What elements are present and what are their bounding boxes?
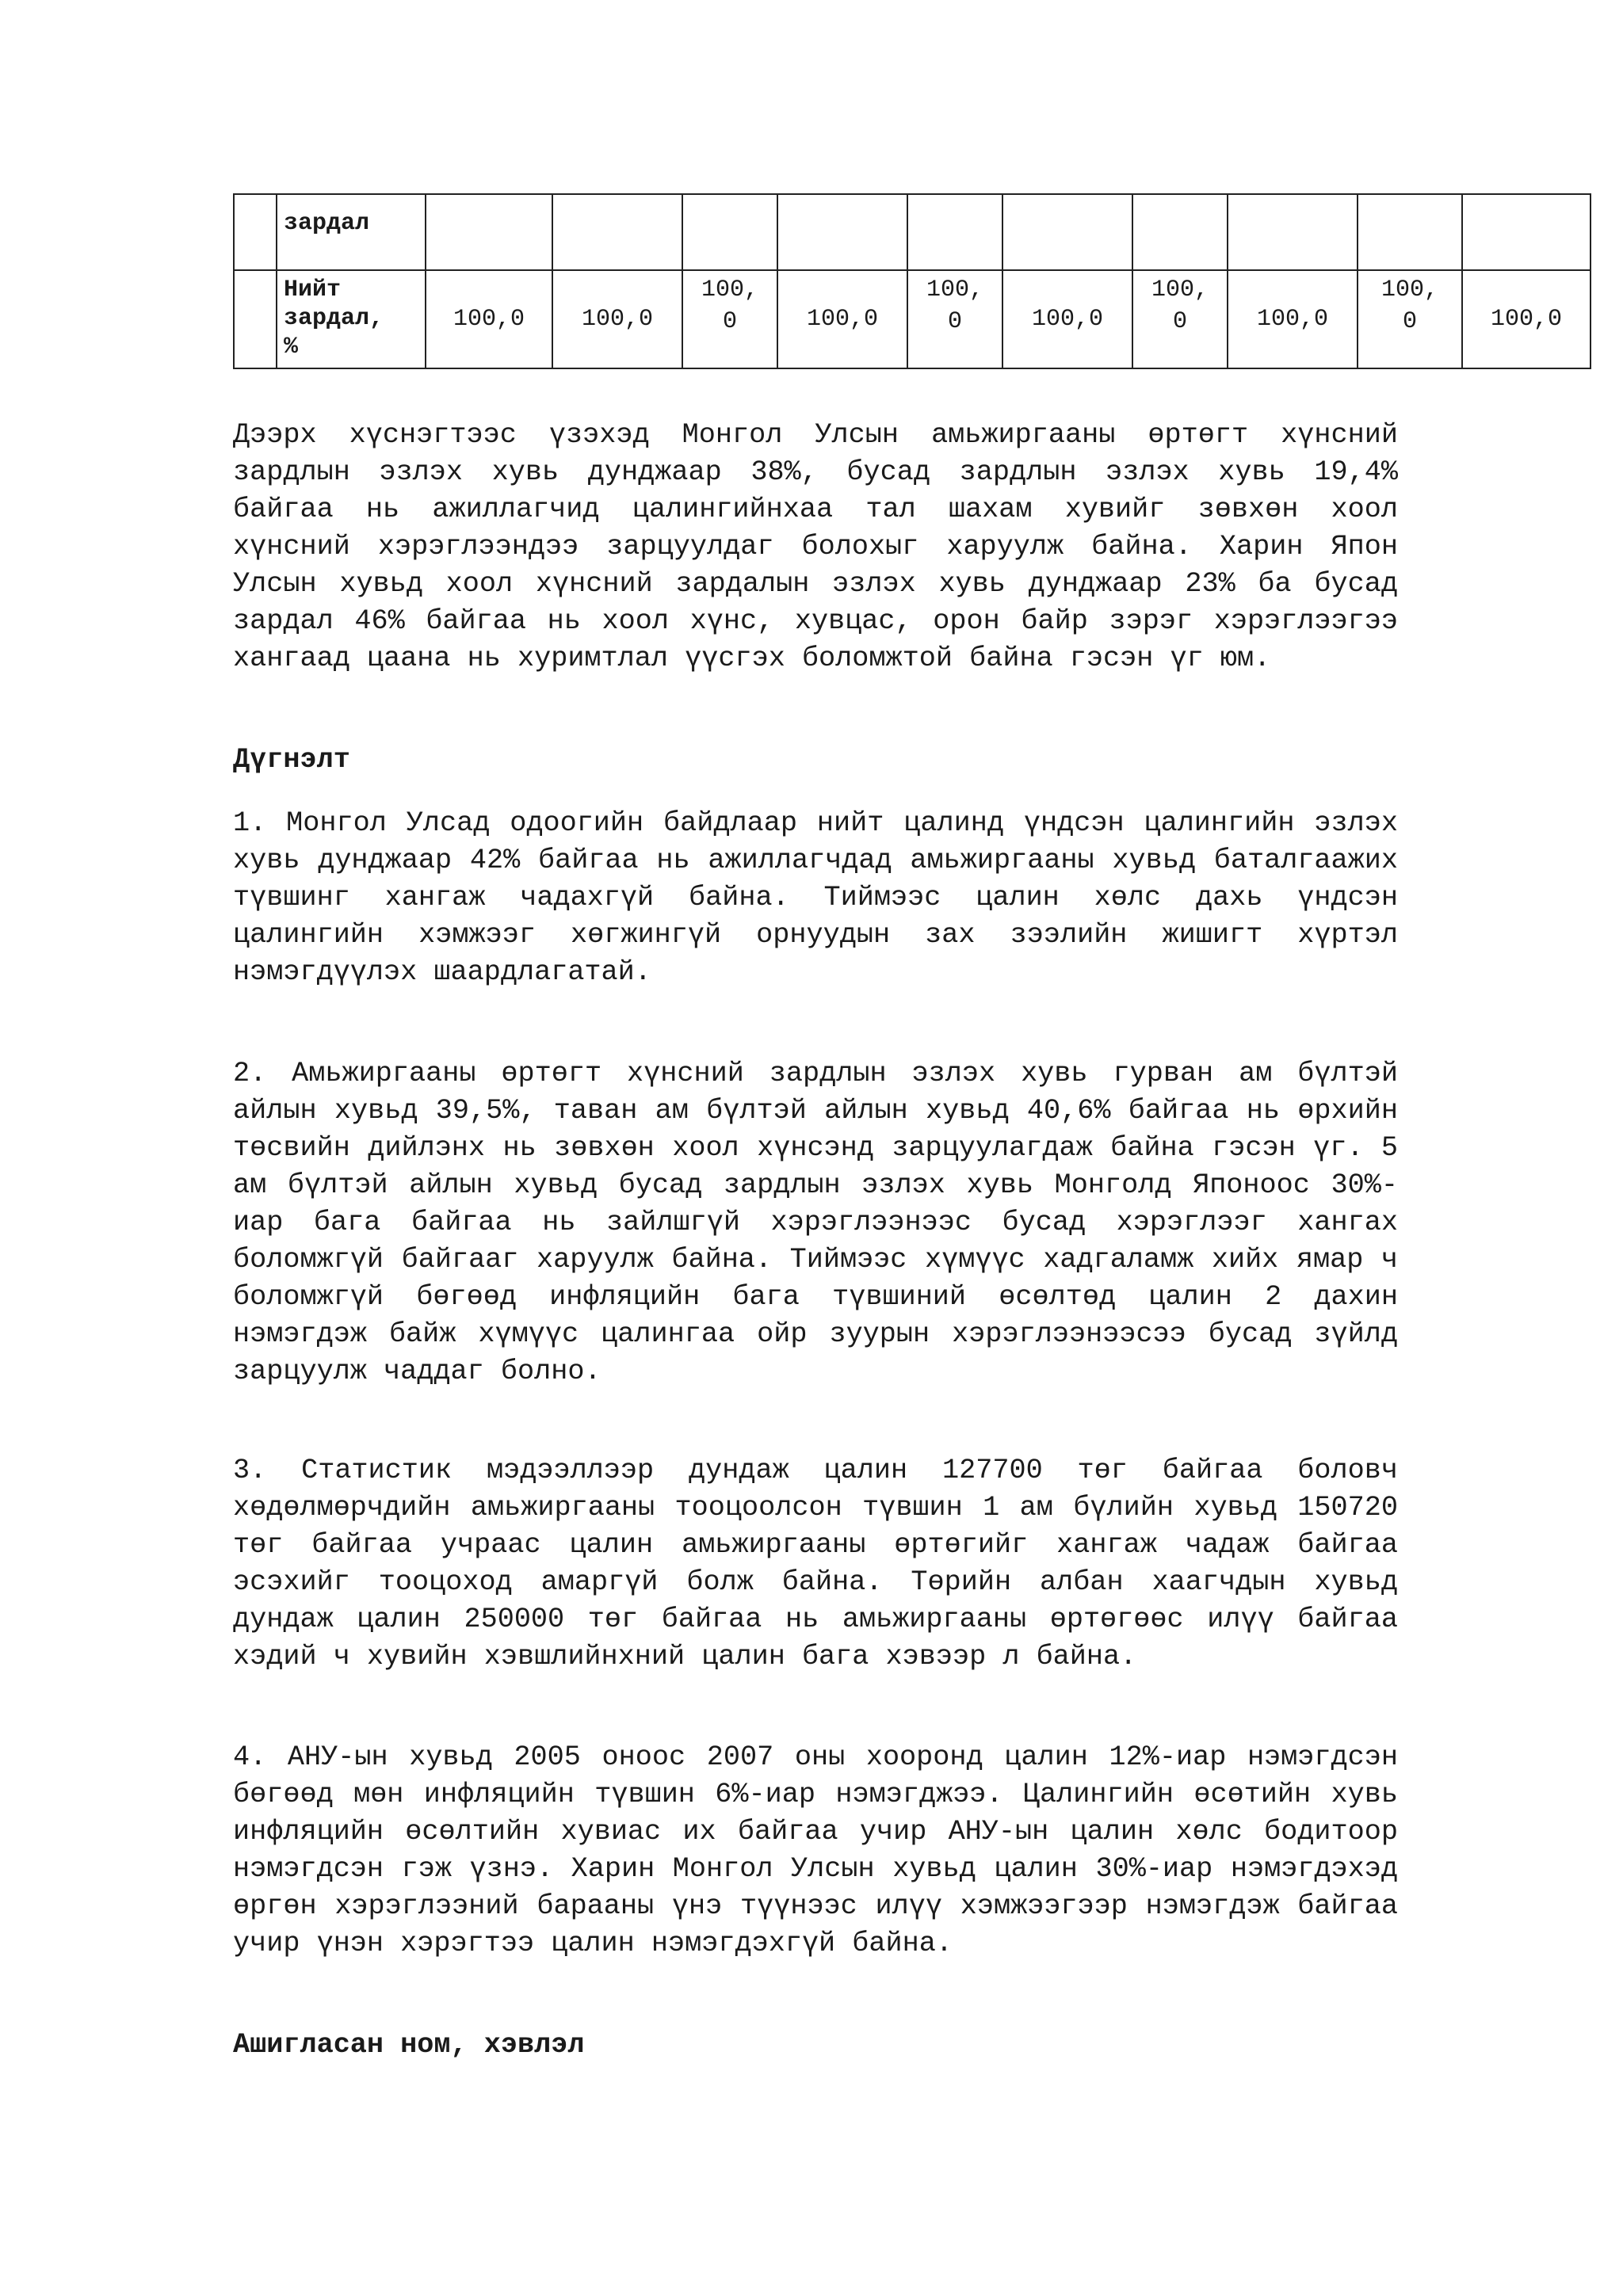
conclusion-heading: Дүгнэлт [233, 744, 350, 776]
row-label-line: % [284, 334, 299, 360]
table-cell-empty [1462, 194, 1591, 270]
table-cell-value: 100,0 [1228, 270, 1358, 368]
table-cell-value: 100, 0 [682, 270, 777, 368]
references-heading: Ашигласан ном, хэвлэл [233, 2029, 585, 2061]
conclusion-item-3: 3. Статистик мэдээллээр дундаж цалин 127700 төг байгаа боловч хөдөлмөрчдийн амьжиргааны тооцоолсон түвшин 1 ам бүлийн хувьд 150720 төг байгаа учраас цалин амьжиргааны өртөгийг хангаж чадаж байгаа эсэхийг тооцоход амаргүй болж байна. Төрийн албан хаагчдын хувьд дундаж цалин 250000 төг байгаа нь амьжиргааны өртөгөөс илүү байгаа хэдий ч хувийн хэвшлийнхний цалин бага хэвээр л байна. [233, 1455, 1398, 1672]
table-cell-value: 100,0 [426, 270, 552, 368]
table-cell-value: 100,0 [1002, 270, 1132, 368]
row-label-line: зардал, [284, 305, 384, 332]
table-cell-empty [1228, 194, 1358, 270]
table-cell-value: 100, 0 [1132, 270, 1228, 368]
conclusion-item-1: 1. Монгол Улсад одоогийн байдлаар нийт цалинд үндсэн цалингийн эзлэх хувь дунджаар 42% байгаа нь ажиллагчдад амьжиргааны хувьд баталгаажих түвшинг хангаж чадахгүй байна. Тиймээс цалин хөлс дахь үндсэн цалингийн хэмжээг хөгжингүй орнуудын зах зээлийн жишигт хүртэл нэмэгдүүлэх шаардлагатай. [233, 807, 1398, 988]
table-cell-value: 100, 0 [1358, 270, 1462, 368]
row-label-line: Нийт [284, 277, 342, 303]
table-cell-value: 100,0 [777, 270, 907, 368]
table-cell-empty [1358, 194, 1462, 270]
row-label-expense: зардал [277, 194, 426, 270]
intro-paragraph: Дээрх хүснэгтээс үзэхэд Монгол Улсын амьжиргааны өртөгт хүнсний зардлын эзлэх хувь дунджаар 38%, бусад зардлын эзлэх хувь 19,4% байгаа нь ажиллагчид цалингийнхаа тал шахам хувийг зөвхөн хоол хүнсний хэрэглээндээ зарцуулдаг болохыг харуулж байна. Харин Япон Улсын хувьд хоол хүнсний зардалын эзлэх хувь дунджаар 23% ба бусад зардал 46% байгаа нь хоол хүнс, хувцас, орон байр зэрэг хэрэглээгээ хангаад цаана нь хуримтлал үүсгэх боломжтой байна гэсэн үг юм. [233, 419, 1398, 674]
table-cell-value: 100, 0 [907, 270, 1002, 368]
conclusion-item-4: 4. АНУ-ын хувьд 2005 оноос 2007 оны хооронд цалин 12%-иар нэмэгдсэн бөгөөд мөн инфляцийн түвшин 6%-иар нэмэгджээ. Цалингийн өсөтийн хувь инфляцийн өсөлтийн хувиас их байгаа учир АНУ-ын цалин хөлс бодитоор нэмэгдсэн гэж үзнэ. Харин Монгол Улсын хувьд цалин 30%-иар нэмэгдэхэд өргөн хэрэглээний барааны үнэ түүнээс илүү хэмжээгээр нэмэгдэж байгаа учир үнэн хэрэгтээ цалин нэмэгдэхгүй байна. [233, 1741, 1398, 1959]
table-cell-empty [234, 270, 277, 368]
table-cell-empty [552, 194, 682, 270]
row-label-total-expense [277, 270, 426, 368]
table-cell-empty [907, 194, 1002, 270]
table-cell-empty [682, 194, 777, 270]
table-cell-empty [234, 194, 277, 270]
table-cell-empty [426, 194, 552, 270]
table-cell-empty [777, 194, 907, 270]
table-cell-empty [1132, 194, 1228, 270]
expense-table-fragment [233, 193, 1591, 369]
table-row [234, 270, 1591, 368]
table-cell-empty [1002, 194, 1132, 270]
table-row [234, 194, 1591, 270]
conclusion-item-2: 2. Амьжиргааны өртөгт хүнсний зардлын эзлэх хувь гурван ам бүлтэй айлын хувьд 39,5%, таван ам бүлтэй айлын хувьд 40,6% байгаа нь өрхийн төсвийн дийлэнх нь зөвхөн хоол хүнсэнд зарцуулагдаж байна гэсэн үг. 5 ам бүлтэй айлын хувьд бусад зардлын эзлэх хувь Монголд Японоос 30%-иар бага байгаа нь зайлшгүй хэрэглээнээс бусад хэрэглээг хангах боломжгүй байгааг харуулж байна. Тиймээс хүмүүс хадгаламж хийх ямар ч боломжгүй бөгөөд инфляцийн бага түвшиний өсөлтөд цалин 2 дахин нэмэгдэж байж хүмүүс цалингаа ойр зуурын хэрэглээнээсээ бусад зүйлд зарцуулж чаддаг болно. [233, 1058, 1398, 1387]
table-cell-value: 100,0 [1462, 270, 1591, 368]
table-cell-value: 100,0 [552, 270, 682, 368]
